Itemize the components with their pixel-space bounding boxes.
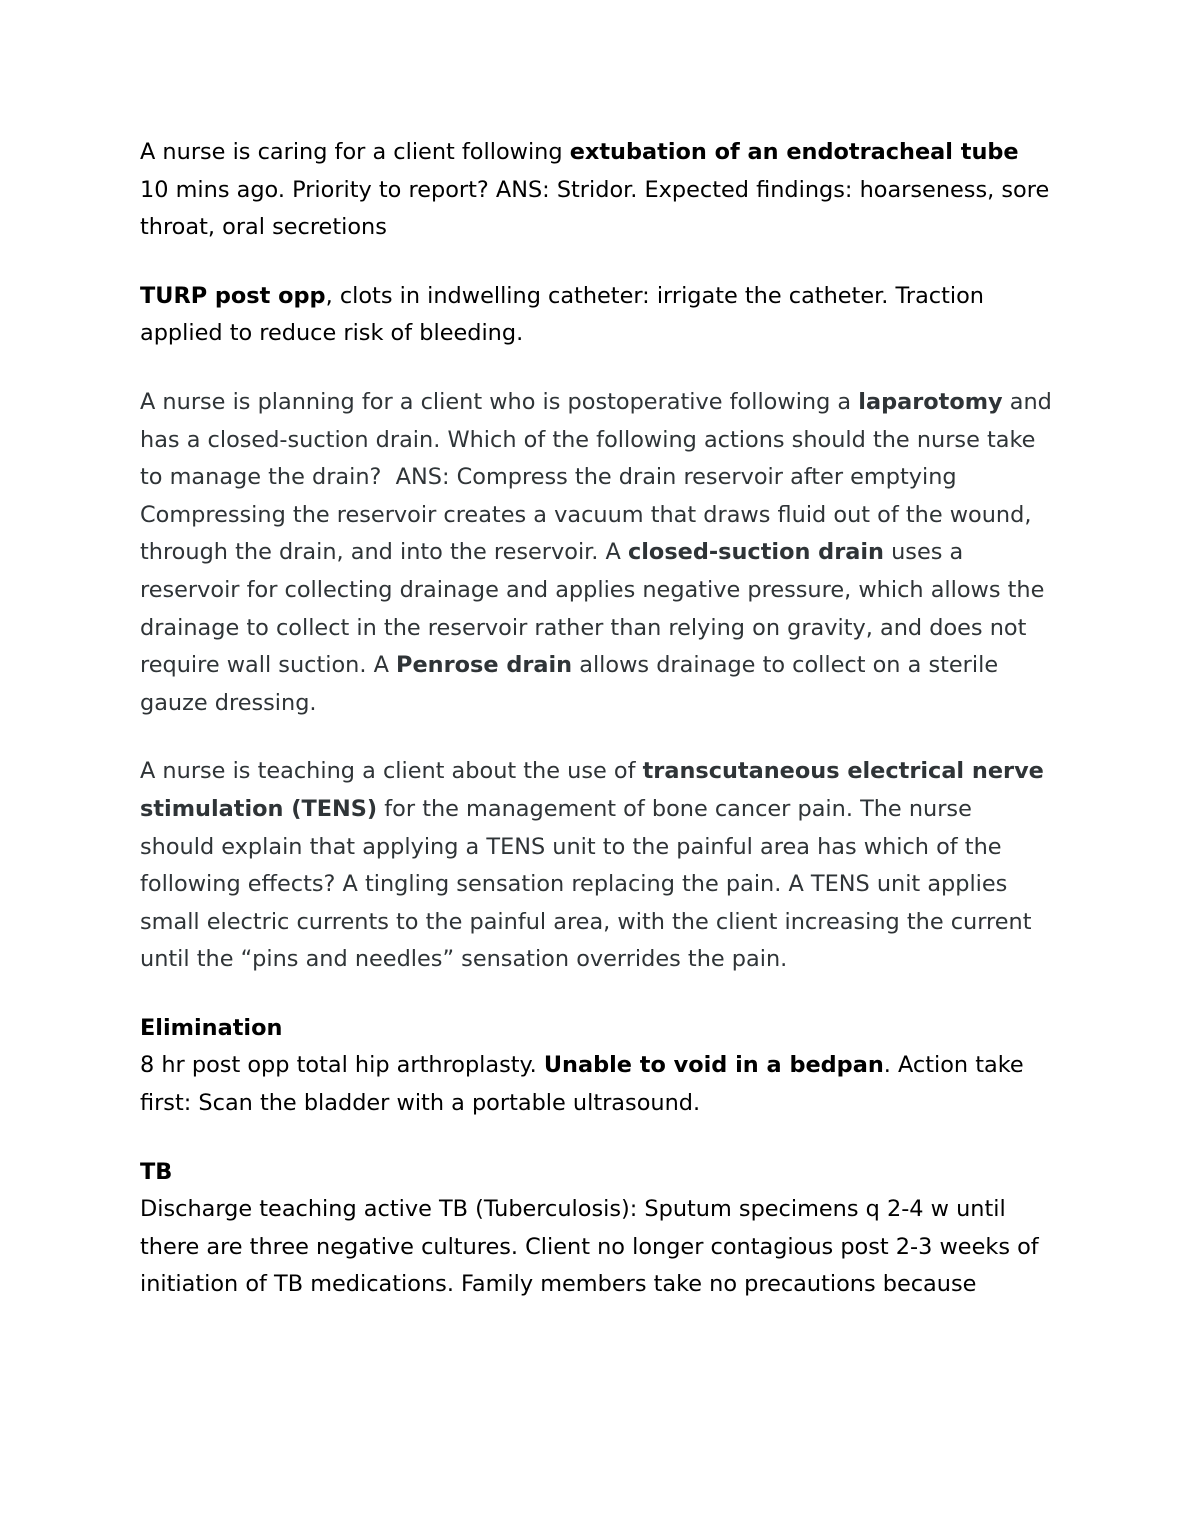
paragraph-elimination — [140, 1047, 1052, 1122]
text: , clots in indwelling catheter: irrigate the catheter. Traction applied to reduce risk of bleeding. — [140, 282, 992, 347]
text: A nurse is planning for a client who is postoperative following a — [140, 388, 859, 415]
text: allows drainage to collect on a sterile gauze dressing. — [140, 652, 1006, 716]
paragraph-laparotomy-question — [140, 384, 1060, 497]
paragraph-extubation — [140, 134, 1057, 247]
paragraph-tens — [140, 753, 1052, 979]
bold-term: laparotomy — [858, 388, 1003, 415]
text: uses a reservoir for collecting drainage and applies negative pressure, which allows the drainage to collect in the reservoir rather than relying on gravity, and does not require wall suction. A — [140, 539, 1052, 679]
paragraph-tb — [140, 1191, 1052, 1304]
text: Compressing the reservoir creates a vacuum that draws fluid out of the wound, through the drain, and into the reservoir. A — [140, 501, 1039, 566]
bold-term: Unable to void in a bedpan — [543, 1052, 884, 1079]
text: 8 hr post opp total hip arthroplasty. — [140, 1052, 544, 1079]
bold-term: Penrose drain — [396, 652, 573, 679]
text: 10 mins ago. Priority to report? ANS: Stridor. Expected findings: hoarseness, sore throat, oral secretions — [140, 139, 1057, 241]
bold-term: closed-suction drain — [627, 539, 884, 566]
section-heading-elimination: Elimination — [140, 1014, 283, 1041]
document-page — [140, 134, 1060, 1304]
text: A nurse is caring for a client following — [140, 139, 570, 165]
bold-term: transcutaneous electrical nerve stimulation (TENS) — [140, 758, 1052, 822]
text: . Action take first: Scan the bladder with a portable ultrasound. — [140, 1052, 1031, 1117]
text: Discharge teaching active TB (Tuberculosis): Sputum specimens q 2-4 w until there are three negative cultures. Client no longer contagious post 2-3 weeks of initiation of TB medications. Family members take no precautions because — [140, 1196, 1046, 1298]
text: for the management of bone cancer pain. The nurse should explain that applying a TENS unit to the painful area has which of the following effects? A tingling sensation replacing the pain. A TENS unit applies small electric currents to the painful area, with the client increasing the current until the “pins and needles” sensation overrides the pain. — [140, 795, 1039, 973]
text: and has a closed-suction drain. Which of the following actions should the nurse take to manage the drain? ANS: Compress the drain reservoir after emptying — [140, 388, 1060, 491]
paragraph-drain-explanation — [140, 497, 1052, 723]
text: A nurse is teaching a client about the use of — [140, 758, 643, 785]
bold-term: TURP post opp — [140, 282, 326, 309]
bold-term: extubation of an endotracheal tube — [569, 139, 1019, 165]
paragraph-turp — [140, 278, 1052, 353]
section-heading-tb: TB — [140, 1158, 173, 1185]
